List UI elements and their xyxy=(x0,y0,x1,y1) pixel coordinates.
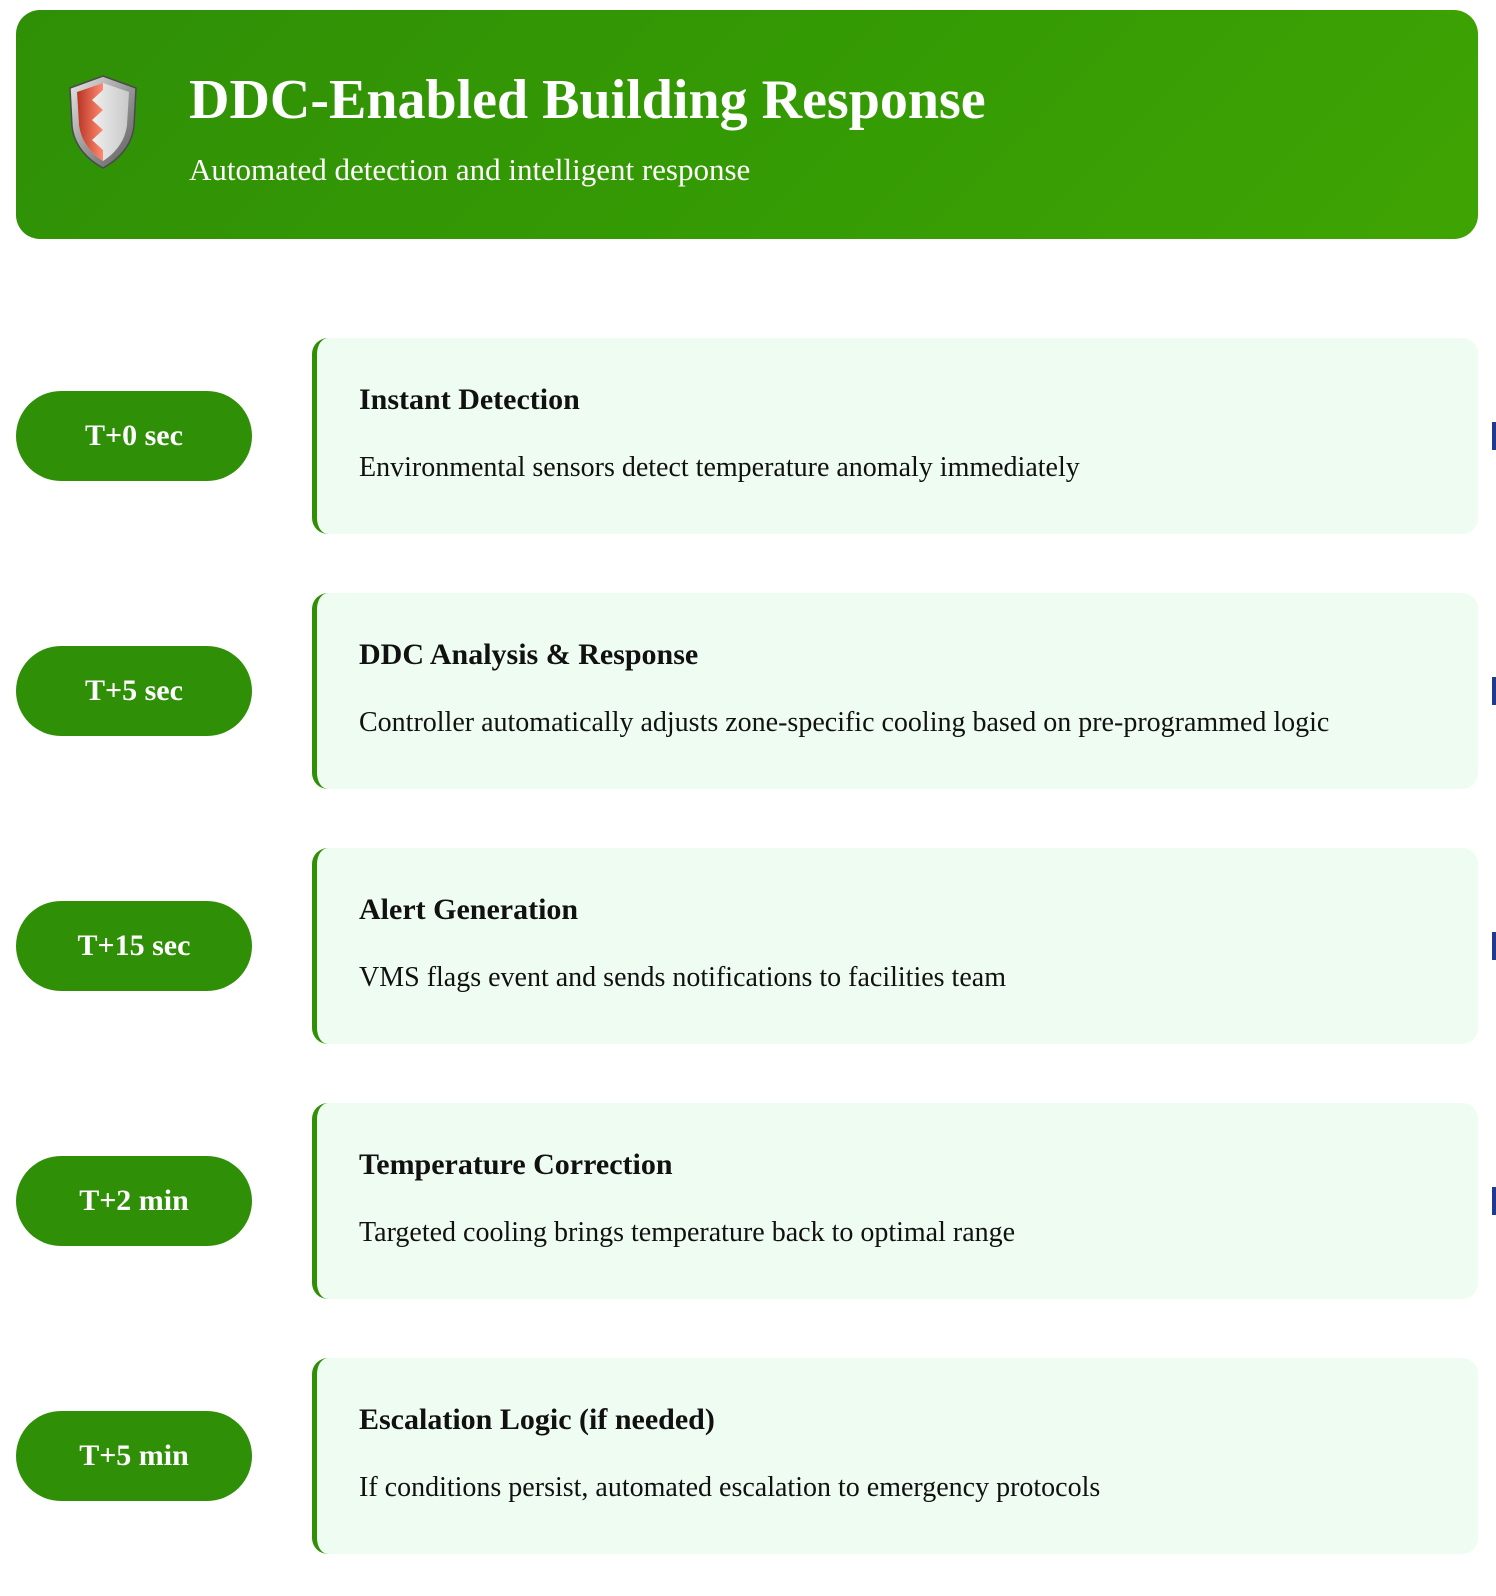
step-card xyxy=(312,593,1478,789)
time-badge: T+5 sec xyxy=(16,646,252,736)
step-title: DDC Analysis & Response xyxy=(359,638,699,671)
step-description: Targeted cooling brings temperature back to optimal range xyxy=(359,1217,1016,1248)
step-description: Controller automatically adjusts zone-specific cooling based on pre-programmed logic xyxy=(359,707,1330,738)
step-title: Escalation Logic (if needed) xyxy=(359,1403,715,1436)
step-description: VMS flags event and sends notifications to facilities team xyxy=(359,962,1006,993)
timeline-step xyxy=(0,593,1496,789)
timeline-step xyxy=(0,848,1496,1044)
step-card xyxy=(312,1103,1478,1299)
time-badge: T+0 sec xyxy=(16,391,252,481)
step-card xyxy=(312,1358,1478,1554)
timeline-step xyxy=(0,1103,1496,1299)
step-description: Environmental sensors detect temperature anomaly immediately xyxy=(359,452,1080,483)
step-title: Alert Generation xyxy=(359,893,579,926)
step-card xyxy=(312,848,1478,1044)
timeline-step xyxy=(0,1358,1496,1554)
edge-marker xyxy=(1492,1187,1496,1215)
step-card xyxy=(312,338,1478,534)
step-title: Instant Detection xyxy=(359,383,580,416)
time-badge: T+2 min xyxy=(16,1156,252,1246)
edge-marker xyxy=(1492,422,1496,450)
time-badge: T+15 sec xyxy=(16,901,252,991)
edge-marker xyxy=(1492,677,1496,705)
page-title: DDC-Enabled Building Response xyxy=(189,69,986,131)
page-subtitle: Automated detection and intelligent response xyxy=(189,152,751,187)
step-title: Temperature Correction xyxy=(359,1148,673,1181)
timeline-step xyxy=(0,338,1496,534)
edge-marker xyxy=(1492,932,1496,960)
time-badge: T+5 min xyxy=(16,1411,252,1501)
step-description: If conditions persist, automated escalation to emergency protocols xyxy=(359,1472,1101,1503)
